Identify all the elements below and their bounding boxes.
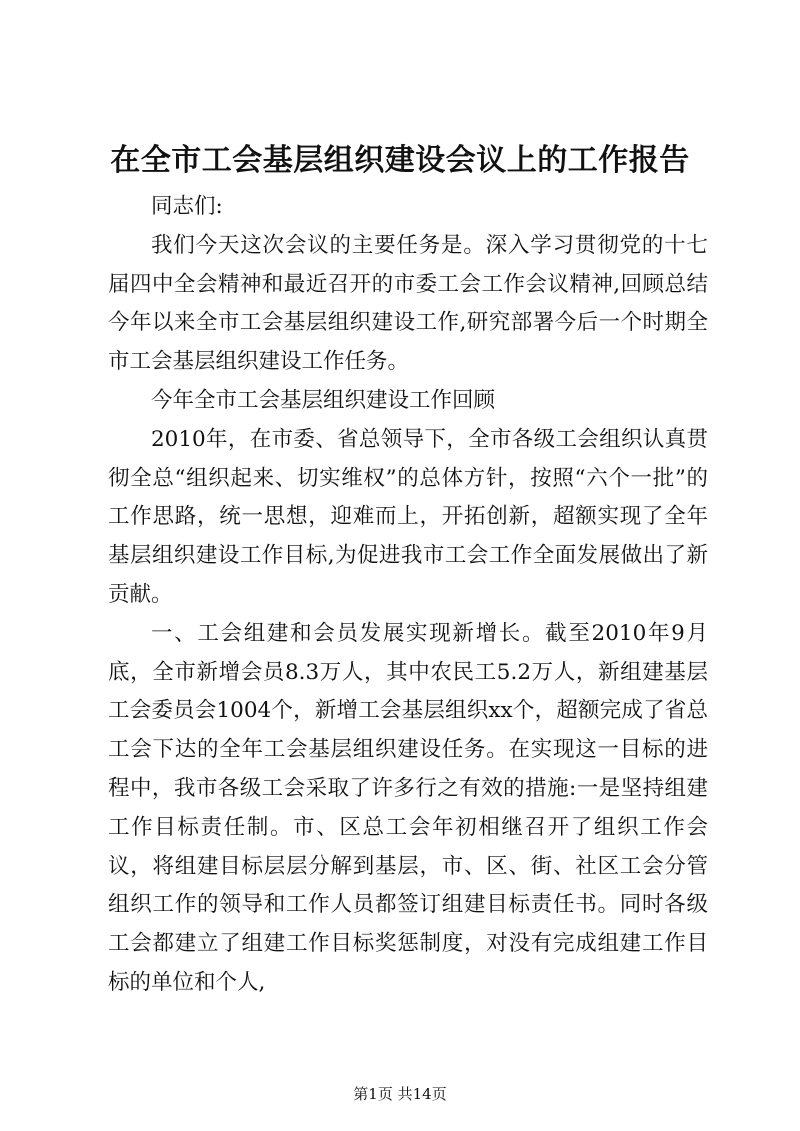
salutation-paragraph: 同志们:: [151, 194, 223, 219]
section-heading-paragraph: 今年全市工会基层组织建设工作回顾: [151, 387, 496, 413]
intro-paragraph: 我们今天这次会议的主要任务是。深入学习贯彻党的十七届四中全会精神和最近召开的市委工会工作会议精神,回顾总结今年以来全市工会基层组织建设工作,研究部署今后一个时期全市工会基层组织建设工作任务。: [108, 232, 708, 375]
section-one-paragraph: 一、工会组建和会员发展实现新增长。截至2010年9月底，全市新增会员8.3万人，其中农民工5.2万人，新组建基层工会委员会1004个，新增工会基层组织xx个，超额完成了省总工会下达的全年工会基层组织建设任务。在实现这一目标的进程中，我市各级工会采取了许多行之有效的措施:一是坚持组建工作目标责任制。市、区总工会年初相继召开了组织工作会议，将组建目标层层分解到基层，市、区、街、社区工会分管组织工作的领导和工作人员都签订组建目标责任书。同时各级工会都建立了组建工作目标奖惩制度，对没有完成组建工作目标的单位和个人,: [108, 620, 708, 995]
document-title: 在全市工会基层组织建设会议上的工作报告: [110, 143, 690, 178]
page-number-footer: 第1页 共14页: [353, 1085, 447, 1103]
document-body: [108, 188, 708, 1003]
summary-paragraph: 2010年，在市委、省总领导下，全市各级工会组织认真贯彻全总“组织起来、切实维权”的总体方针，按照“六个一批”的工作思路，统一思想，迎难而上，开拓创新，超额实现了全年基层组织建设工作目标,为促进我市工会工作全面发展做出了新贡献。: [108, 426, 708, 607]
